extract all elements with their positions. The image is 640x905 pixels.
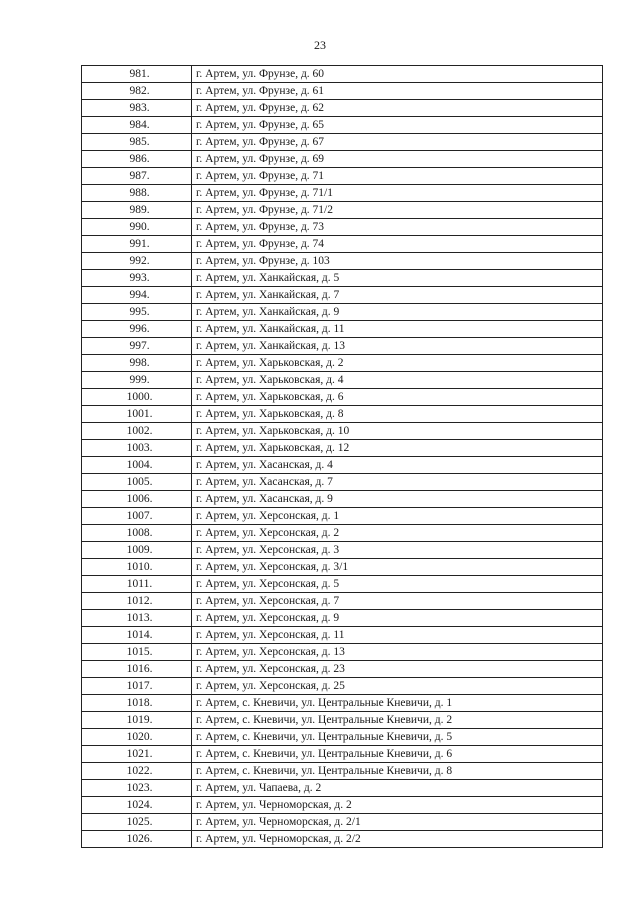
row-address: г. Артем, ул. Ханкайская, д. 5	[192, 270, 603, 287]
table-row	[82, 406, 603, 423]
table-row	[82, 151, 603, 168]
table-row	[82, 695, 603, 712]
table-row	[82, 219, 603, 236]
row-address: г. Артем, ул. Харьковская, д. 10	[192, 423, 603, 440]
row-number: 999.	[82, 372, 192, 389]
row-number: 1017.	[82, 678, 192, 695]
row-address: г. Артем, ул. Фрунзе, д. 60	[192, 66, 603, 83]
row-number: 1012.	[82, 593, 192, 610]
row-number: 991.	[82, 236, 192, 253]
row-number: 981.	[82, 66, 192, 83]
table-row	[82, 746, 603, 763]
table-row	[82, 100, 603, 117]
row-number: 984.	[82, 117, 192, 134]
row-address: г. Артем, ул. Фрунзе, д. 71/2	[192, 202, 603, 219]
row-number: 995.	[82, 304, 192, 321]
row-address: г. Артем, ул. Фрунзе, д. 67	[192, 134, 603, 151]
row-number: 1021.	[82, 746, 192, 763]
row-number: 1022.	[82, 763, 192, 780]
table-row	[82, 253, 603, 270]
row-number: 994.	[82, 287, 192, 304]
row-number: 993.	[82, 270, 192, 287]
row-address: г. Артем, ул. Фрунзе, д. 61	[192, 83, 603, 100]
table-row	[82, 321, 603, 338]
row-address: г. Артем, ул. Харьковская, д. 6	[192, 389, 603, 406]
table-row	[82, 593, 603, 610]
row-number: 988.	[82, 185, 192, 202]
table-row	[82, 168, 603, 185]
row-address: г. Артем, ул. Херсонская, д. 13	[192, 644, 603, 661]
table-row	[82, 508, 603, 525]
row-number: 992.	[82, 253, 192, 270]
row-address: г. Артем, ул. Херсонская, д. 1	[192, 508, 603, 525]
row-address: г. Артем, ул. Фрунзе, д. 65	[192, 117, 603, 134]
table-row	[82, 661, 603, 678]
row-address: г. Артем, ул. Хасанская, д. 4	[192, 457, 603, 474]
table-row	[82, 678, 603, 695]
table-row	[82, 389, 603, 406]
row-number: 990.	[82, 219, 192, 236]
table-row	[82, 457, 603, 474]
table-row	[82, 559, 603, 576]
row-number: 998.	[82, 355, 192, 372]
row-address: г. Артем, ул. Чапаева, д. 2	[192, 780, 603, 797]
row-address: г. Артем, ул. Херсонская, д. 25	[192, 678, 603, 695]
row-number: 1019.	[82, 712, 192, 729]
row-address: г. Артем, ул. Фрунзе, д. 71	[192, 168, 603, 185]
table-row	[82, 355, 603, 372]
row-number: 996.	[82, 321, 192, 338]
row-address: г. Артем, ул. Харьковская, д. 2	[192, 355, 603, 372]
row-number: 1000.	[82, 389, 192, 406]
row-number: 989.	[82, 202, 192, 219]
row-address: г. Артем, ул. Херсонская, д. 2	[192, 525, 603, 542]
row-number: 1025.	[82, 814, 192, 831]
row-number: 1003.	[82, 440, 192, 457]
row-address: г. Артем, с. Кневичи, ул. Центральные Кневичи, д. 1	[192, 695, 603, 712]
row-number: 1023.	[82, 780, 192, 797]
table-row	[82, 236, 603, 253]
row-address: г. Артем, ул. Хасанская, д. 9	[192, 491, 603, 508]
table-row	[82, 729, 603, 746]
row-number: 1026.	[82, 831, 192, 848]
row-address: г. Артем, ул. Херсонская, д. 11	[192, 627, 603, 644]
row-address: г. Артем, ул. Херсонская, д. 3/1	[192, 559, 603, 576]
row-address: г. Артем, с. Кневичи, ул. Центральные Кневичи, д. 5	[192, 729, 603, 746]
row-address: г. Артем, ул. Фрунзе, д. 74	[192, 236, 603, 253]
address-table	[81, 65, 603, 848]
table-row	[82, 610, 603, 627]
row-number: 1024.	[82, 797, 192, 814]
row-address: г. Артем, ул. Хасанская, д. 7	[192, 474, 603, 491]
table-row	[82, 423, 603, 440]
table-row	[82, 576, 603, 593]
table-row	[82, 712, 603, 729]
row-number: 1007.	[82, 508, 192, 525]
row-address: г. Артем, ул. Ханкайская, д. 9	[192, 304, 603, 321]
row-address: г. Артем, ул. Черноморская, д. 2	[192, 797, 603, 814]
table-row	[82, 338, 603, 355]
table-row	[82, 780, 603, 797]
row-number: 1006.	[82, 491, 192, 508]
table-row	[82, 797, 603, 814]
row-number: 1005.	[82, 474, 192, 491]
table-row	[82, 491, 603, 508]
row-address: г. Артем, ул. Херсонская, д. 9	[192, 610, 603, 627]
row-number: 1018.	[82, 695, 192, 712]
row-address: г. Артем, ул. Херсонская, д. 5	[192, 576, 603, 593]
row-address: г. Артем, ул. Фрунзе, д. 71/1	[192, 185, 603, 202]
table-row	[82, 83, 603, 100]
address-table-body	[82, 66, 603, 848]
row-address: г. Артем, с. Кневичи, ул. Центральные Кневичи, д. 2	[192, 712, 603, 729]
table-row	[82, 542, 603, 559]
row-address: г. Артем, ул. Черноморская, д. 2/1	[192, 814, 603, 831]
row-number: 1001.	[82, 406, 192, 423]
table-row	[82, 304, 603, 321]
row-number: 1020.	[82, 729, 192, 746]
table-row	[82, 474, 603, 491]
table-row	[82, 287, 603, 304]
row-number: 1013.	[82, 610, 192, 627]
table-row	[82, 814, 603, 831]
row-number: 1008.	[82, 525, 192, 542]
row-address: г. Артем, с. Кневичи, ул. Центральные Кневичи, д. 8	[192, 763, 603, 780]
row-address: г. Артем, ул. Херсонская, д. 3	[192, 542, 603, 559]
row-number: 1015.	[82, 644, 192, 661]
table-row	[82, 831, 603, 848]
row-address: г. Артем, ул. Черноморская, д. 2/2	[192, 831, 603, 848]
row-number: 983.	[82, 100, 192, 117]
table-row	[82, 644, 603, 661]
row-address: г. Артем, ул. Ханкайская, д. 13	[192, 338, 603, 355]
row-address: г. Артем, ул. Херсонская, д. 23	[192, 661, 603, 678]
row-number: 982.	[82, 83, 192, 100]
row-address: г. Артем, ул. Харьковская, д. 12	[192, 440, 603, 457]
table-row	[82, 525, 603, 542]
table-row	[82, 202, 603, 219]
row-number: 1002.	[82, 423, 192, 440]
row-number: 1010.	[82, 559, 192, 576]
row-number: 985.	[82, 134, 192, 151]
row-address: г. Артем, ул. Харьковская, д. 4	[192, 372, 603, 389]
table-row	[82, 117, 603, 134]
row-number: 1004.	[82, 457, 192, 474]
table-row	[82, 627, 603, 644]
table-row	[82, 270, 603, 287]
row-number: 986.	[82, 151, 192, 168]
table-row	[82, 185, 603, 202]
row-number: 1011.	[82, 576, 192, 593]
row-address: г. Артем, ул. Фрунзе, д. 62	[192, 100, 603, 117]
row-address: г. Артем, ул. Ханкайская, д. 7	[192, 287, 603, 304]
table-row	[82, 440, 603, 457]
row-number: 1016.	[82, 661, 192, 678]
row-address: г. Артем, ул. Фрунзе, д. 103	[192, 253, 603, 270]
row-address: г. Артем, ул. Фрунзе, д. 69	[192, 151, 603, 168]
row-number: 1014.	[82, 627, 192, 644]
page-number: 23	[314, 38, 326, 52]
row-address: г. Артем, ул. Харьковская, д. 8	[192, 406, 603, 423]
row-address: г. Артем, ул. Фрунзе, д. 73	[192, 219, 603, 236]
row-number: 987.	[82, 168, 192, 185]
table-row	[82, 134, 603, 151]
row-address: г. Артем, ул. Херсонская, д. 7	[192, 593, 603, 610]
table-row	[82, 66, 603, 83]
row-number: 1009.	[82, 542, 192, 559]
row-address: г. Артем, ул. Ханкайская, д. 11	[192, 321, 603, 338]
row-address: г. Артем, с. Кневичи, ул. Центральные Кневичи, д. 6	[192, 746, 603, 763]
table-row	[82, 372, 603, 389]
row-number: 997.	[82, 338, 192, 355]
table-row	[82, 763, 603, 780]
